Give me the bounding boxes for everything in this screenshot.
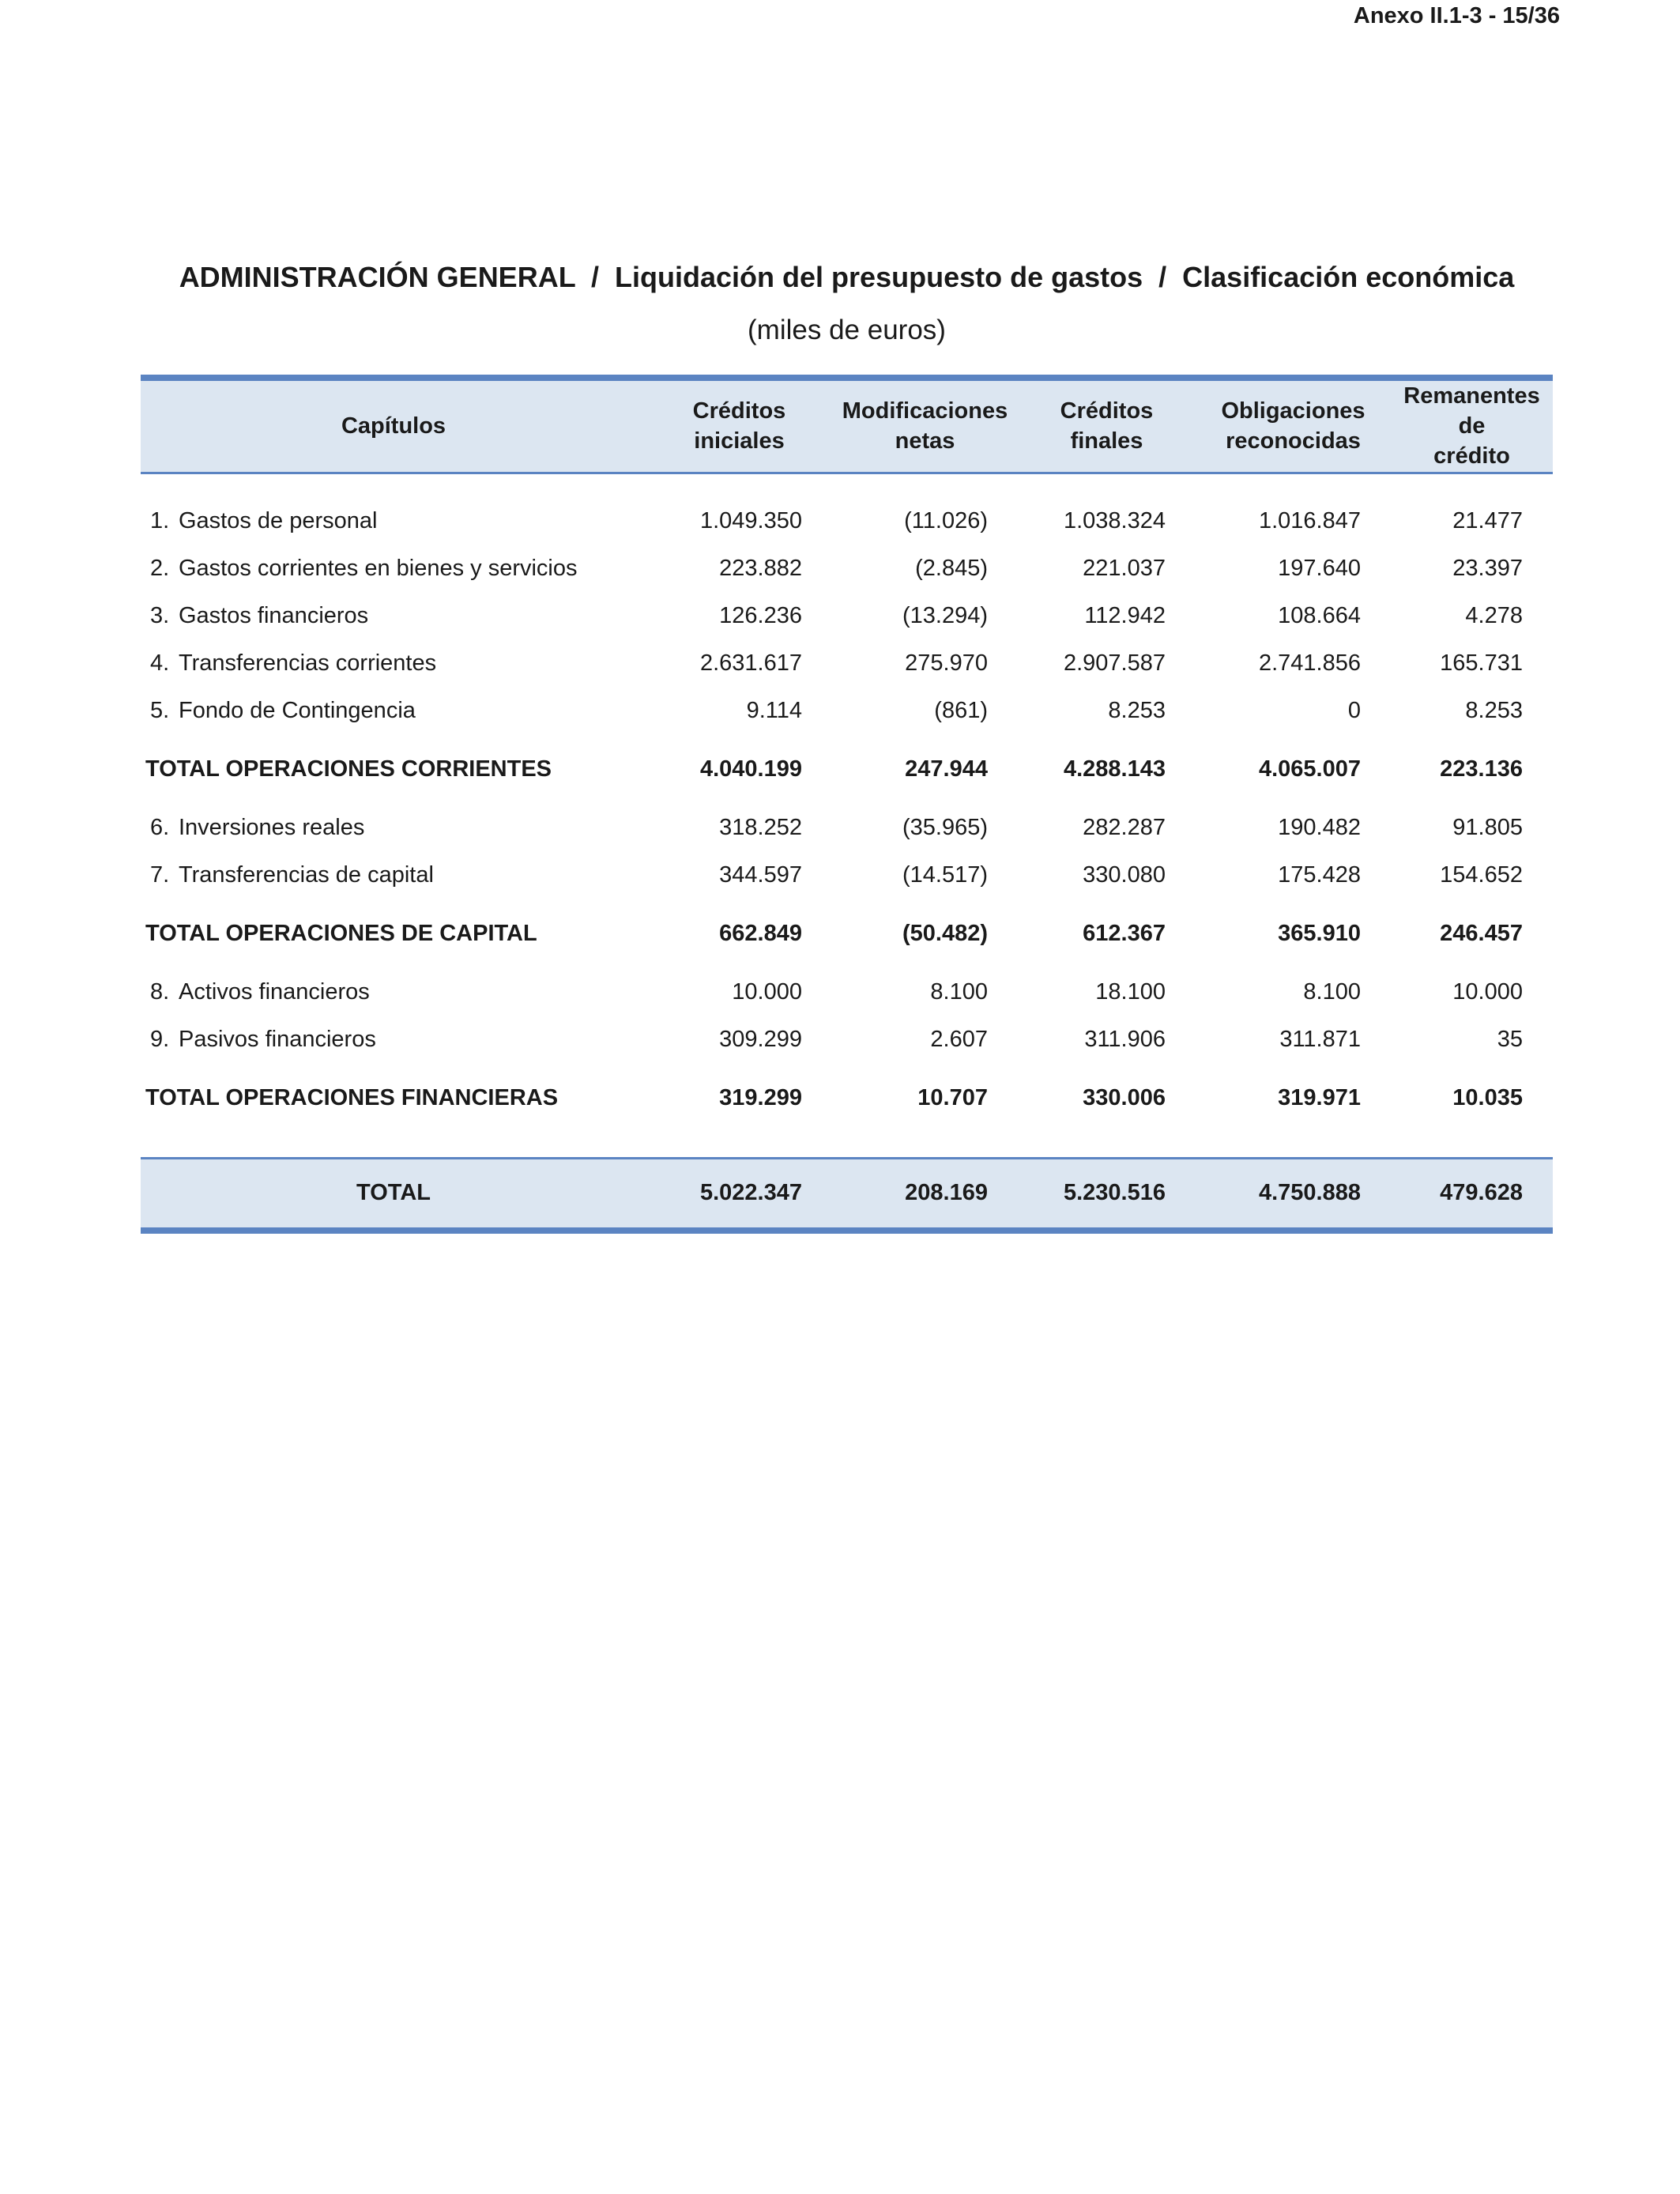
cell-creditos-finales: 330.006 [1083,1085,1166,1110]
cell-obligaciones: 311.871 [1279,1027,1361,1052]
cell-modificaciones: 8.100 [930,979,988,1005]
cell-remanentes: 91.805 [1452,815,1523,840]
cell-creditos-iniciales: 9.114 [746,698,802,723]
cell-remanentes: 165.731 [1440,650,1523,676]
total-label: TOTAL OPERACIONES CORRIENTES [145,756,552,782]
cell-obligaciones: 1.016.847 [1258,508,1361,533]
cell-creditos-finales: 311.906 [1084,1027,1166,1052]
table-row [141,852,1553,899]
row-label: 9. Pasivos financieros [150,1027,376,1052]
cell-obligaciones: 175.428 [1278,862,1361,888]
cell-creditos-iniciales: 309.299 [719,1027,802,1052]
cell-obligaciones: 365.910 [1278,921,1361,946]
cell-creditos-iniciales: 126.236 [719,603,802,628]
cell-modificaciones: (14.517) [902,862,988,888]
cell-remanentes: 246.457 [1440,921,1523,946]
row-label: 6. Inversiones reales [150,815,365,840]
cell-creditos-finales: 8.253 [1108,698,1166,723]
row-label: 7. Transferencias de capital [150,862,434,888]
cell-creditos-finales: 5.230.516 [1018,1158,1196,1231]
cell-creditos-finales: 221.037 [1083,556,1166,581]
cell-creditos-iniciales: 319.299 [719,1085,802,1110]
row-label: 4. Transferencias corrientes [150,650,437,676]
cell-creditos-iniciales: 2.631.617 [699,650,802,676]
page-subtitle: (miles de euros) [748,315,946,345]
row-label: 8. Activos financieros [150,979,370,1005]
cell-obligaciones: 4.750.888 [1196,1158,1391,1231]
cell-modificaciones: (50.482) [902,921,988,946]
cell-creditos-iniciales: 1.049.350 [699,508,802,533]
cell-obligaciones: 190.482 [1278,815,1361,840]
row-label: 3. Gastos financieros [150,603,369,628]
page-title: ADMINISTRACIÓN GENERAL / Liquidación del presupuesto de gastos / Clasificación económica [179,261,1515,293]
column-header-creditos-iniciales: Créditos iniciales [646,378,832,473]
row-label: 1. Gastos de personal [150,508,378,533]
row-label: 2. Gastos corrientes en bienes y servicios [150,556,578,581]
grand-total-label: TOTAL [141,1158,646,1231]
column-header-capitulos: Capítulos [141,378,646,473]
table-row [141,593,1553,640]
cell-remanentes: 479.628 [1391,1158,1553,1231]
table-row [141,1016,1553,1064]
cell-creditos-finales: 612.367 [1083,921,1166,946]
cell-creditos-iniciales: 4.040.199 [699,756,802,782]
cell-creditos-iniciales: 344.597 [719,862,802,888]
cell-creditos-iniciales: 318.252 [719,815,802,840]
total-row-financieras [141,1064,1553,1133]
cell-modificaciones: 2.607 [930,1027,988,1052]
cell-remanentes: 21.477 [1452,508,1523,533]
table-header-row [141,378,1553,473]
total-label: TOTAL OPERACIONES FINANCIERAS [145,1085,559,1110]
table-row [141,545,1553,593]
cell-obligaciones: 4.065.007 [1258,756,1361,782]
cell-remanentes: 8.253 [1465,698,1523,723]
cell-obligaciones: 197.640 [1278,556,1361,581]
total-row-capital [141,899,1553,969]
cell-modificaciones: 247.944 [905,756,988,782]
table-row [141,805,1553,852]
cell-creditos-iniciales: 10.000 [732,979,802,1005]
cell-modificaciones: 10.707 [917,1085,988,1110]
cell-creditos-finales: 2.907.587 [1063,650,1166,676]
table-row [141,640,1553,688]
cell-creditos-finales: 282.287 [1083,815,1166,840]
cell-remanentes: 35 [1497,1027,1523,1052]
cell-modificaciones: (35.965) [902,815,988,840]
total-label: TOTAL OPERACIONES DE CAPITAL [145,921,537,946]
budget-table [141,375,1553,1234]
cell-creditos-finales: 18.100 [1095,979,1166,1005]
cell-obligaciones: 319.971 [1278,1085,1361,1110]
total-row-corrientes [141,735,1553,805]
cell-creditos-finales: 1.038.324 [1063,508,1166,533]
grand-total-row [141,1158,1553,1231]
cell-obligaciones: 8.100 [1303,979,1361,1005]
column-header-creditos-finales: Créditos finales [1018,378,1196,473]
cell-modificaciones: (13.294) [902,603,988,628]
cell-modificaciones: (11.026) [904,508,988,533]
column-header-remanentes-credito: Remanentes de crédito [1391,378,1553,473]
cell-modificaciones: 208.169 [832,1158,1018,1231]
column-header-modificaciones-netas: Modificaciones netas [832,378,1018,473]
cell-remanentes: 4.278 [1465,603,1523,628]
cell-creditos-iniciales: 223.882 [719,556,802,581]
table-row [141,969,1553,1016]
annex-page-reference: Anexo II.1-3 - 15/36 [1353,3,1560,28]
column-header-obligaciones-reconocidas: Obligaciones reconocidas [1196,378,1391,473]
cell-obligaciones: 0 [1347,698,1361,723]
cell-creditos-finales: 4.288.143 [1063,756,1166,782]
cell-remanentes: 10.035 [1452,1085,1523,1110]
cell-creditos-finales: 330.080 [1083,862,1166,888]
cell-remanentes: 154.652 [1440,862,1523,888]
cell-modificaciones: (861) [934,698,988,723]
cell-modificaciones: (2.845) [915,556,988,581]
cell-creditos-iniciales: 662.849 [719,921,802,946]
cell-obligaciones: 2.741.856 [1258,650,1361,676]
cell-creditos-iniciales: 5.022.347 [646,1158,832,1231]
row-label: 5. Fondo de Contingencia [150,698,416,723]
cell-modificaciones: 275.970 [905,650,988,676]
table-row [141,498,1553,545]
cell-remanentes: 10.000 [1452,979,1523,1005]
cell-creditos-finales: 112.942 [1084,603,1166,628]
table-row [141,688,1553,735]
cell-obligaciones: 108.664 [1278,603,1361,628]
cell-remanentes: 223.136 [1440,756,1523,782]
cell-remanentes: 23.397 [1452,556,1523,581]
